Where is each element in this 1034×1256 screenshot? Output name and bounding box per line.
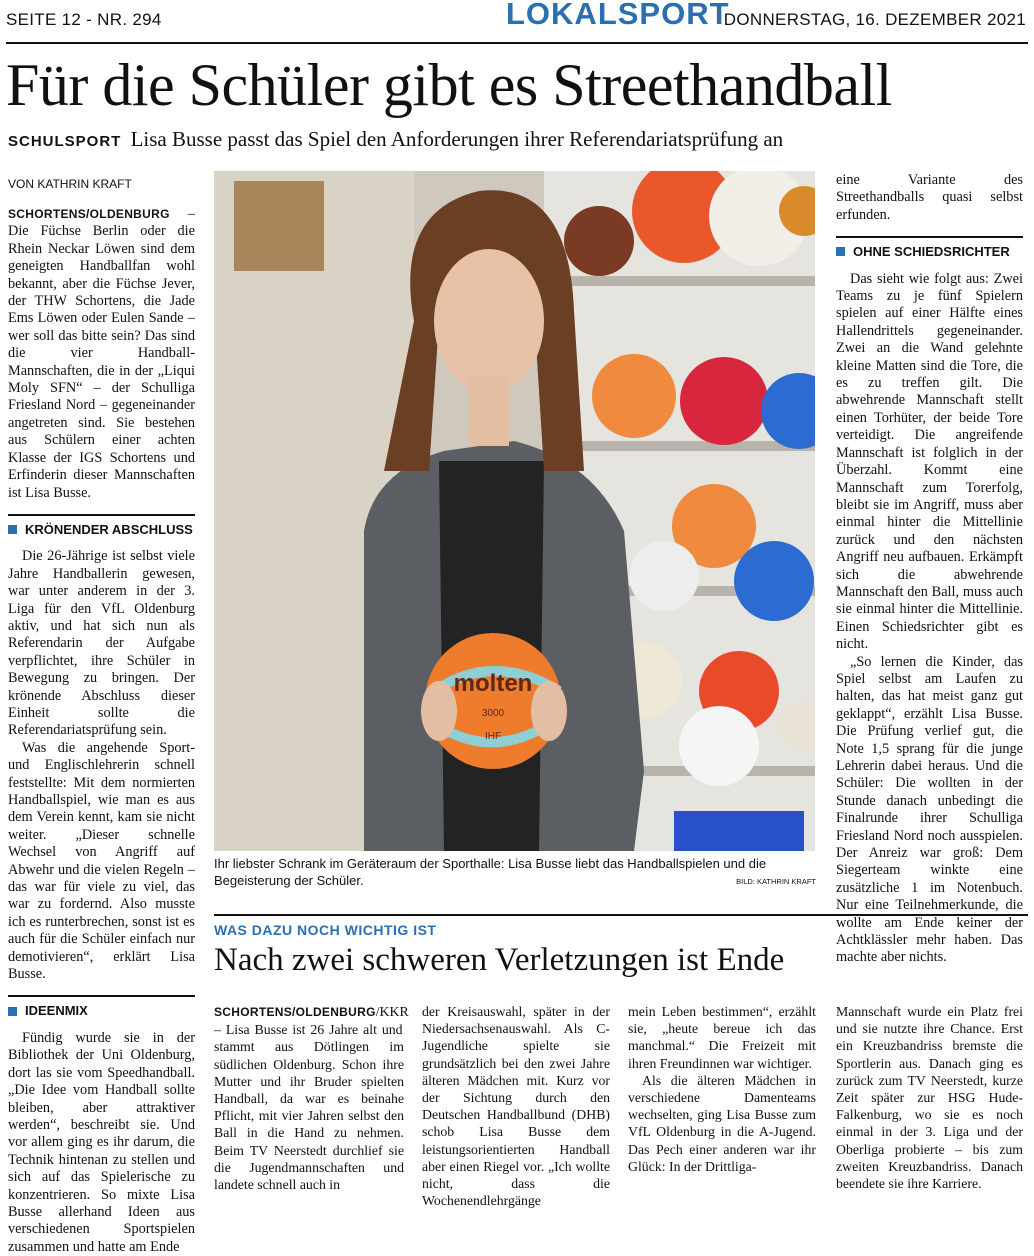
ball-brand-text: molten — [453, 670, 533, 697]
paragraph: eine Variante des Streethandballs quasi selbst erfunden. — [836, 172, 1023, 223]
photo-credit: BILD: KATHRIN KRAFT — [736, 877, 816, 886]
paragraph-text: – Lisa Busse ist 26 Jahre alt und stammt aus Dötlingen im südlichen Oldenburg. Schon ihre Mutter und ihr Bruder spielten Handball, da war es beinahe Pflicht, mit vier Jahren selbst den Ball in die Hand zu nehmen. Beim TV Neerstedt durchlief sie die Jugendmannschaften und landete schnell auch in — [214, 1022, 404, 1193]
dateline: SCHORTENS/OLDENBURG — [214, 1005, 376, 1019]
paragraph: Die 26-Jährige ist selbst viele Jahre Handballerin gewesen, war unter anderem in der 3. Liga für den VfL Oldenburg aktiv, und hat sich nun als Referendarin der Aufgabe verpflichtet, ihre Schüler in Bewegung zu bringen. Der krönende Abschluss dieser Einheit sollte die Referendariatsprüfung sein. — [8, 548, 195, 739]
square-bullet-icon — [8, 525, 17, 534]
box-column-1 — [214, 1003, 409, 1193]
box-column-3 — [628, 1003, 816, 1175]
article-column-3 — [836, 172, 1023, 967]
article-headline: Für die Schüler gibt es Streethandball — [6, 52, 892, 118]
dateline: SCHORTENS/OLDENBURG — [8, 207, 170, 221]
article-kicker: SCHULSPORT — [8, 133, 122, 150]
issue-date: DONNERSTAG, 16. DEZEMBER 2021 — [723, 10, 1026, 29]
section-heading — [836, 236, 1023, 260]
section-title: LOKALSPORT — [506, 0, 730, 31]
paragraph-text: – Die Füchse Berlin oder die Rhein Neckar Löwen sind dem geneigten Handballfan wohl bekannt, aber die Füchse Jever, der THW Schortens, die Jade Ems Löwen oder Eulen Sande – wer soll das bitte sein? Das sind die vier Handball-Mannschaften, die in der „Liqui Moly SFN“ – der Schulliga Friesland Nord – gegeneinander angetreten sind. Sie bestehen aus Schülern einer achten Klasse der IGS Schortens und Erfinderin dieser Mannschaften ist Lisa Busse. — [8, 206, 195, 501]
paragraph: Mannschaft wurde ein Platz frei und sie nutzte ihre Chance. Erst ein Kreuzbandriss bremste die Sportlerin aus. Danach ging es zurück zum TV Neerstedt, kurze Zeit später zur HSG Hude-Falkenburg, wo sie es noch einmal in der 3. Liga und der Oberliga probierte – bis zum zweiten Kreuzbandriss. Danach beendete sie ihre Karriere. — [836, 1004, 1023, 1192]
ball-label-text: IHF — [484, 731, 502, 742]
paragraph: Als die älteren Mädchen in verschiedene Damenteams wechselten, ging Lisa Busse zum VfL Oldenburg in die A-Jugend. Das Pech einer anderen war ihr Glück: In der Drittliga- — [628, 1072, 816, 1174]
paragraph — [214, 1003, 409, 1193]
paragraph: der Kreisauswahl, später in der Niedersachsenauswahl. Als C-Jugendliche spielte sie grundsätzlich bei den zwei Jahre älteren Mädchen mit. Kurz vor der Sichtung durch den Deutschen Handballbund (DHB) schob Lisa Busse dem leistungsorientierten Handball aber einen Riegel vor. „Ich wollte nicht, dass die Wochenendlehrgänge — [422, 1004, 610, 1209]
box-headline: Nach zwei schweren Verletzungen ist Ende — [214, 942, 785, 978]
paragraph: Was die angehende Sport- und Englischlehrerin schnell feststellte: Mit dem normierten Handballspiel, wie man es aus dem Verein kennt, kam sie nicht weiter. „Dieser schnelle Wechsel von Angriff auf Abwehr und die vielen Regeln – das war für viele zu viel, das war zu fordernd. Also musste ich es runterbrechen, sonst ist es auch für die Schüler einfach nur demotivieren“, erklärt Lisa Busse. — [8, 739, 195, 983]
square-bullet-icon — [8, 1007, 17, 1016]
article-column-1 — [8, 206, 195, 1256]
box-column-2 — [422, 1003, 610, 1209]
section-heading-text: OHNE SCHIEDSRICHTER — [853, 244, 1010, 260]
masthead — [6, 0, 1028, 44]
article-subheadline — [8, 127, 783, 152]
box-rule — [214, 914, 1028, 916]
square-bullet-icon — [836, 247, 845, 256]
paragraph: Das sieht wie folgt aus: Zwei Teams zu je fünf Spielern spielen auf einer Hälfte eines Hallendrittels gegeneinander. Zwei an die Wand gelehnte kleine Matten sind die Tore, die es zu treffen gilt. Die abwehrende Mannschaft stellt einen Torhüter, der beide Tore verteidigt. Die angreifende Mannschaft ist folglich in der Überzahl. Kommt eine Mannschaft zum Torerfolg, bleibt sie im Angriff, muss aber einmal hinter die Mittellinie zurück und den nächsten Angriff neu aufbauen. Erkämpft sich die abwehrende Mannschaft den Ball, muss auch sie einmal hinter die Mittellinie. Einen Schiedsrichter gibt es nicht. — [836, 270, 1023, 653]
byline: VON KATHRIN KRAFT — [8, 177, 132, 191]
section-heading-text: IDEENMIX — [25, 1003, 88, 1019]
photo-illustration — [214, 171, 815, 851]
author-tag: /KKR — [375, 1004, 409, 1019]
ball-number-text: 3000 — [481, 708, 505, 719]
paragraph: Fündig wurde sie in der Bibliothek der Uni Oldenburg, dort las sie vom Speedhandball. „Die Idee vom Handball sollte bleiben, aber attraktiver werden“, beschreibt sie. Und vor allem ging es ihr darum, die Technik hintenan zu stellen und sich auf das Spielerische zu konzentrieren. So mixte Lisa Busse allerhand Ideen aus verschiedenen Sportspielen zusammen und hatte am Ende — [8, 1029, 195, 1255]
box-column-4 — [836, 1003, 1023, 1192]
paragraph — [8, 206, 195, 502]
section-heading — [8, 514, 195, 538]
article-photo — [214, 171, 815, 851]
photo-caption: Ihr liebster Schrank im Geräteraum der Sporthalle: Lisa Busse liebt das Handballspielen und die Begeisterung der Schüler. — [214, 856, 767, 888]
section-heading — [8, 995, 195, 1019]
section-heading-text: KRÖNENDER ABSCHLUSS — [25, 521, 193, 537]
subheadline-text: Lisa Busse passt das Spiel den Anforderungen ihrer Referendariatsprüfung an — [130, 127, 784, 151]
paragraph: mein Leben bestimmen“, erzählt sie, „heute bereue ich das manchmal.“ Die Freizeit mit ihren Freundinnen war wichtiger. — [628, 1004, 816, 1071]
page-number: SEITE 12 - NR. 294 — [6, 10, 162, 29]
box-kicker: WAS DAZU NOCH WICHTIG IST — [214, 922, 437, 938]
paragraph: „So lernen die Kinder, das Spiel selbst am Laufen zu halten, das hat meist ganz gut geklappt“, erzählt Lisa Busse. Die Prüfung verlief gut, die Note 1,5 sprang für die junge Lehrerin dabei heraus. Und die Schüler: Die wollten in der Stunde danach unbedingt die Finalrunde ihrer Schulliga Friesland Nord noch ausspielen. Der Anreiz war groß: Dem Siegerteam winkte eine zusätzliche 1 im Notenbuch. Nur eine Teilnehmerkunde, die wollte am Ende keiner der Achtklässler mehr haben. Das machte aber nichts. — [836, 653, 1023, 966]
